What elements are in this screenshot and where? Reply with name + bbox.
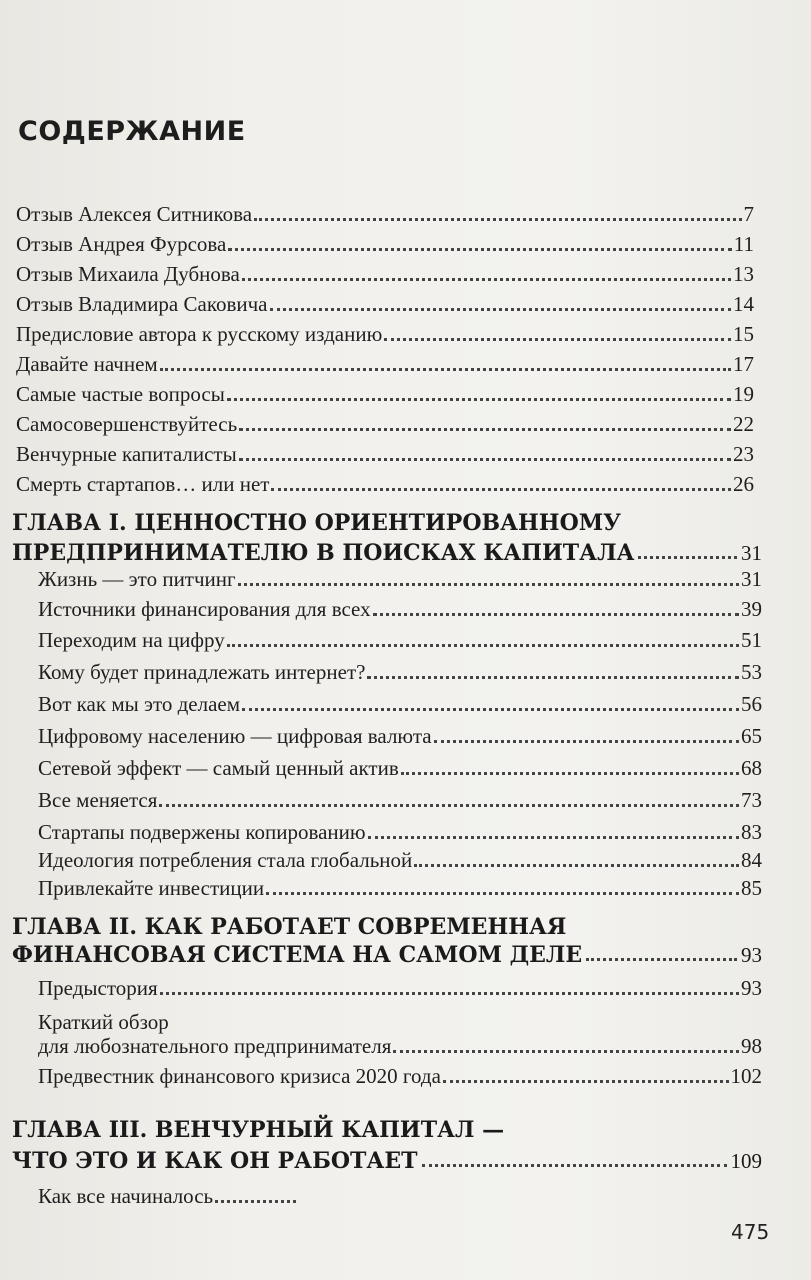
- chapter-heading-line: [12, 914, 566, 940]
- toc-entry: [38, 756, 762, 781]
- toc-entry: [38, 628, 762, 653]
- dot-leader: [254, 218, 741, 221]
- dot-leader: [393, 1050, 739, 1053]
- dot-leader: [160, 992, 739, 995]
- toc-entry-page: 11: [733, 232, 754, 256]
- toc-entry: [16, 472, 754, 497]
- toc-entry: [38, 876, 762, 901]
- toc-entry-title: Предыстория: [38, 976, 158, 1000]
- toc-entry: [38, 976, 762, 1001]
- toc-entry-page: 65: [741, 724, 762, 748]
- toc-entry-page: 22: [733, 412, 754, 436]
- chapter-title-line: ПРЕДПРИНИМАТЕЛЮ В ПОИСКАХ КАПИТАЛА: [12, 540, 635, 566]
- toc-entry: [38, 660, 762, 685]
- chapter-heading-line: [12, 510, 621, 536]
- toc-entry-title: Идеология потребления стала глобальной: [38, 848, 413, 872]
- toc-entry-title: Стартапы подвержены копированию: [38, 820, 366, 844]
- toc-entry-page: 23: [733, 442, 754, 466]
- toc-entry-page: 51: [741, 628, 762, 652]
- toc-entry-title: Источники финансирования для всех: [38, 597, 371, 621]
- dot-leader: [586, 958, 737, 961]
- toc-entry: [16, 292, 754, 317]
- toc-entry-page: 31: [741, 567, 762, 591]
- chapter-title-line: ГЛАВА I. ЦЕННОСТНО ОРИЕНТИРОВАННОМУ: [12, 510, 621, 536]
- toc-entry: [16, 352, 754, 377]
- toc-entry-page: 14: [733, 292, 754, 316]
- chapter-heading: [12, 540, 762, 566]
- chapter-heading: [12, 1148, 762, 1174]
- contents-heading: СОДЕРЖАНИЕ: [18, 116, 246, 147]
- toc-entry-title: Самосовершенствуйтесь: [16, 412, 238, 436]
- toc-entry: [16, 382, 754, 407]
- toc-entry-page: 85: [741, 876, 762, 900]
- toc-entry-page: 26: [733, 472, 754, 496]
- toc-entry: [38, 724, 762, 749]
- chapter-page: 109: [730, 1149, 762, 1173]
- toc-entry-title: для любознательного предпринимателя: [38, 1034, 392, 1058]
- chapter-heading-line: [12, 1117, 504, 1143]
- toc-entry-title: Давайте начнем: [16, 352, 158, 376]
- toc-entry: [38, 1064, 762, 1089]
- dot-leader: [401, 772, 739, 775]
- toc-entry: [38, 1034, 762, 1059]
- dot-leader: [422, 1164, 727, 1167]
- toc-entry-page: 19: [733, 382, 754, 406]
- toc-entry-title: Краткий обзор: [38, 1010, 169, 1034]
- toc-entry: [38, 820, 762, 845]
- page-number: 475: [731, 1220, 770, 1244]
- chapter-heading: [12, 914, 566, 940]
- toc-entry-title: Привлекайте инвестиции: [38, 876, 265, 900]
- dot-leader: [368, 836, 739, 839]
- toc-entry-title: Предвестник финансового кризиса 2020 года: [38, 1064, 441, 1088]
- toc-entry-page: 73: [741, 788, 762, 812]
- toc-entry: [38, 1184, 298, 1209]
- toc-entry-title: Жизнь — это питчинг: [38, 567, 236, 591]
- chapter-title-line: ГЛАВА II. КАК РАБОТАЕТ СОВРЕМЕННАЯ: [12, 914, 567, 940]
- toc-entry-title: Вот как мы это делаем: [38, 692, 241, 716]
- toc-entry-page: 102: [730, 1064, 762, 1088]
- chapter-heading-line: [12, 540, 762, 566]
- dot-leader: [239, 428, 731, 431]
- chapter-heading: [12, 942, 762, 968]
- toc-entry: [38, 692, 762, 717]
- toc-entry: [16, 232, 754, 257]
- toc-entry-page: 93: [741, 976, 762, 1000]
- chapter-heading: [12, 510, 621, 536]
- dot-leader: [414, 864, 739, 867]
- toc-entry-title: Кому будет принадлежать интернет?: [38, 660, 366, 684]
- toc-entry-page: 17: [733, 352, 754, 376]
- dot-leader: [384, 338, 731, 341]
- toc-entry-title: Отзыв Владимира Саковича: [16, 292, 268, 316]
- toc-entry: [38, 597, 762, 622]
- dot-leader: [160, 368, 731, 371]
- toc-entry-title: Отзыв Михаила Дубнова: [16, 262, 240, 286]
- chapter-heading: [12, 1117, 504, 1143]
- toc-entry-page: 7: [743, 202, 754, 226]
- dot-leader: [638, 556, 737, 559]
- toc-entry-page: 84: [741, 848, 762, 872]
- toc-entry-page: 68: [741, 756, 762, 780]
- chapter-title-line: ЧТО ЭТО И КАК ОН РАБОТАЕТ: [12, 1148, 418, 1174]
- dot-leader: [159, 804, 739, 807]
- dot-leader: [239, 458, 731, 461]
- toc-entry-page: 15: [733, 322, 754, 346]
- toc-entry-title: Отзыв Алексея Ситникова: [16, 202, 253, 226]
- dot-leader: [242, 708, 739, 711]
- toc-entry-page: 53: [741, 660, 762, 684]
- toc-entry: [38, 788, 762, 813]
- dot-leader: [238, 583, 739, 586]
- dot-leader: [270, 308, 732, 311]
- dot-leader: [228, 248, 731, 251]
- dot-leader: [227, 644, 739, 647]
- toc-entry: [16, 412, 754, 437]
- toc-entry-page: 13: [733, 262, 754, 286]
- dot-leader: [271, 488, 731, 491]
- toc-entry-title: Смерть стартапов… или нет: [16, 472, 270, 496]
- toc-entry-title: Все меняется: [38, 788, 158, 812]
- toc-entry-title: Предисловие автора к русскому изданию: [16, 322, 383, 346]
- dot-leader: [443, 1080, 729, 1083]
- toc-entry: [16, 442, 754, 467]
- chapter-heading-line: [12, 1148, 762, 1174]
- dot-leader: [242, 278, 731, 281]
- chapter-page: 31: [741, 541, 762, 565]
- dot-leader: [266, 892, 739, 895]
- toc-entry: [16, 262, 754, 287]
- dot-leader: [367, 676, 739, 679]
- dot-leader: [227, 398, 731, 401]
- chapter-title-line: ГЛАВА III. ВЕНЧУРНЫЙ КАПИТАЛ —: [12, 1117, 505, 1143]
- toc-entry: [16, 322, 754, 347]
- toc-entry-page: 56: [741, 692, 762, 716]
- toc-entry-title: Сетевой эффект — самый ценный актив: [38, 756, 399, 780]
- chapter-heading-line: [12, 942, 762, 968]
- toc-entry: [38, 848, 762, 873]
- toc-entry-page: 83: [741, 820, 762, 844]
- dot-leader: [373, 613, 739, 616]
- toc-entry: [16, 202, 754, 227]
- toc-entry: [38, 567, 762, 592]
- chapter-page: 93: [741, 943, 762, 967]
- toc-entry-title: Венчурные капиталисты: [16, 442, 237, 466]
- toc-entry-title: Отзыв Андрея Фурсова: [16, 232, 227, 256]
- toc-entry-page: 39: [741, 597, 762, 621]
- dot-leader: [434, 740, 739, 743]
- toc-entry-title: Самые частые вопросы: [16, 382, 225, 406]
- chapter-title-line: ФИНАНСОВАЯ СИСТЕМА НА САМОМ ДЕЛЕ: [12, 942, 583, 968]
- toc-entry-title: Переходим на цифру: [38, 628, 225, 652]
- dot-leader: [215, 1200, 296, 1203]
- toc-entry-title: Как все начиналось: [38, 1184, 214, 1208]
- toc-entry-title: Цифровому населению — цифровая валюта: [38, 724, 432, 748]
- toc-entry-page: 98: [741, 1034, 762, 1058]
